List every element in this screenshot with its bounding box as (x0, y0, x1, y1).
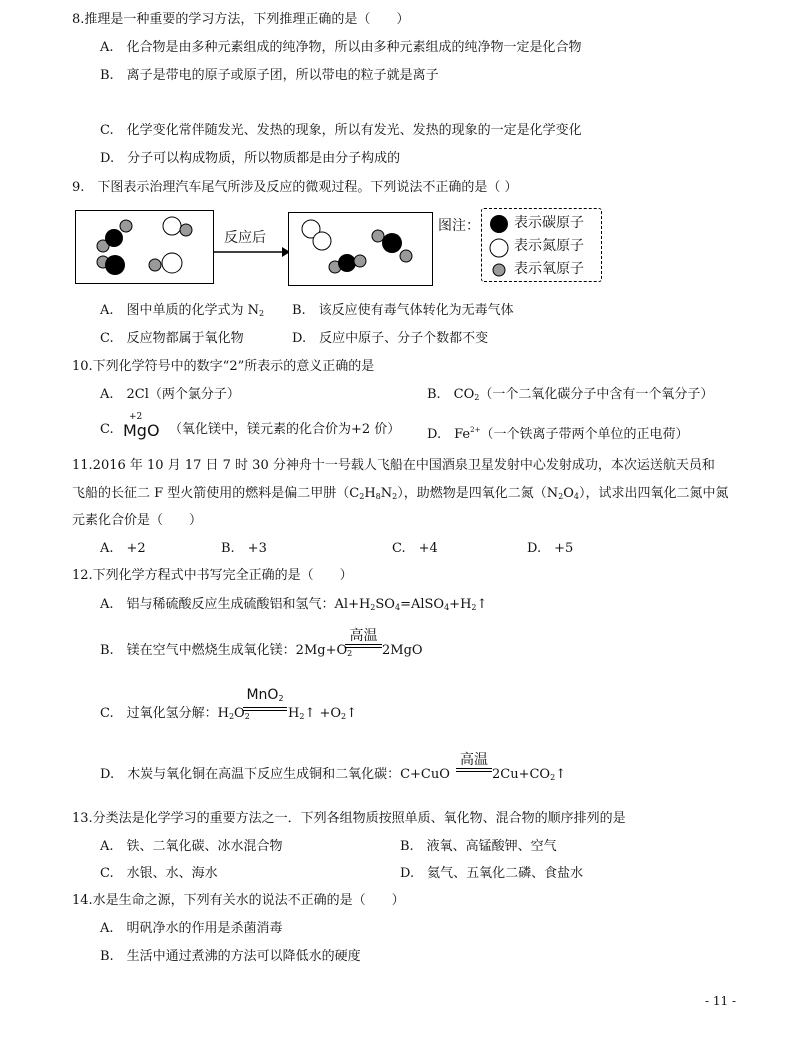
oxygen-atom (354, 255, 366, 267)
oxygen-atom (180, 224, 192, 236)
q10-stem: 10.下列化学符号中的数字“2”所表示的意义正确的是 (72, 359, 375, 374)
reaction-arrow-label: 反应后 (224, 230, 266, 246)
carbon-atom (382, 233, 402, 253)
legend-symbols (488, 212, 510, 278)
q14-stem: 14.水是生命之源，下列有关水的说法不正确的是（ ） (72, 893, 405, 908)
products-box (288, 212, 433, 286)
nitrogen-atom (163, 217, 181, 235)
q12-b-double-line (345, 644, 382, 648)
products-diagram (289, 213, 432, 285)
q9-option-b: B. 该反应使有毒气体转化为无毒气体 (292, 303, 514, 318)
carbon-atom (105, 229, 123, 247)
q14-option-b: B. 生活中通过煮沸的方法可以降低水的硬度 (100, 949, 361, 964)
carbon-atom (105, 255, 125, 275)
q11-option-d: D. +5 (527, 541, 574, 556)
q13-option-c: C. 水银、水、海水 (100, 866, 218, 881)
q13-option-b: B. 液氧、高锰酸钾、空气 (400, 839, 557, 854)
q10-mgo-formula: MgO (123, 421, 160, 440)
q12-option-c: C. 过氧化氢分解：$H_2O_2$ (100, 706, 250, 721)
oxygen-atom (372, 230, 384, 242)
q12-d-product: $2Cu+CO_2↑$ (492, 767, 567, 782)
q9-option-d: D. 反应中原子、分子个数都不变 (292, 331, 489, 346)
q12-c-double-line (243, 707, 287, 711)
q9-option-c: C. 反应物都属于氧化物 (100, 331, 244, 346)
q12-b-product: 2MgO (382, 643, 423, 658)
oxygen-atom (400, 250, 412, 262)
legend-title: 图注： (438, 218, 480, 234)
q12-d-condition-text: 高温 (460, 752, 488, 768)
reaction-arrow (214, 246, 290, 258)
oxygen-legend-symbol (493, 264, 505, 276)
q12-d-double-line (456, 768, 492, 772)
q10-option-a: A. 2Cl（两个氯分子） (100, 387, 240, 402)
q11-option-c: C. +4 (392, 541, 438, 556)
legend-carbon: 表示碳原子 (514, 215, 584, 231)
q11-line3: 元素化合价是（ ） (72, 513, 203, 528)
q12-d-condition (456, 749, 492, 769)
legend-nitrogen: 表示氮原子 (514, 238, 584, 254)
q11-option-a: A. +2 (100, 541, 146, 556)
q13-option-a: A. 铁、二氧化碳、冰水混合物 (100, 839, 283, 854)
q8-stem: 8.推理是一种重要的学习方法，下列推理正确的是（ ） (72, 12, 410, 27)
oxygen-atom (149, 259, 161, 271)
q10-option-c-label: C. (100, 422, 114, 437)
q12-b-condition (345, 625, 382, 645)
q14-option-a: A. 明矾净水的作用是杀菌消毒 (100, 921, 283, 936)
q12-b-condition-text: 高温 (349, 628, 378, 644)
q10-option-c-text: （氧化镁中，镁元素的化合价为+2 价） (169, 422, 401, 437)
q8-option-d: D. 分子可以构成物质，所以物质都是由分子构成的 (100, 151, 401, 166)
nitrogen-atom (162, 253, 182, 273)
q12-c-product: $H_2↑$ $+O_2↑$ (288, 706, 358, 721)
q13-option-d: D. 氦气、五氧化二磷、食盐水 (400, 866, 584, 881)
q12-stem: 12.下列化学方程式中书写完全正确的是（ ） (72, 568, 353, 583)
q11-line2: 飞船的长征二 F 型火箭使用的燃料是偏二甲肼$(C_2H_8N_2)$，助燃物是四氧化二氮$(N_2O_4)$，试求出四氧化二氮中氮 (72, 486, 729, 501)
q10-option-d: D. $Fe^{2+}$（一个铁离子带两个单位的正电荷） (427, 426, 689, 442)
q12-c-condition: MnO$_2$ (243, 687, 287, 703)
q8-option-c: C. 化学变化常伴随发光、发热的现象，所以有发光、发热的现象的一定是化学变化 (100, 123, 582, 138)
q11-option-b: B. +3 (221, 541, 267, 556)
q12-option-d: D. 木炭与氧化铜在高温下反应生成铜和二氧化碳：C+CuO (100, 767, 450, 782)
q9-option-a: A. 图中单质的化学式为 $N_2$ (100, 303, 265, 318)
q10-option-b: B. $CO_2$（一个二氧化碳分子中含有一个氧分子） (427, 387, 714, 402)
q9-stem: 9. 下图表示治理汽车尾气所涉及反应的微观过程。下列说法不正确的是（ ） (72, 180, 518, 195)
q12-option-a: A. 铝与稀硫酸反应生成硫酸铝和氢气：$Al+H_2SO_4=AlSO_4+H_2↑$ (100, 597, 488, 612)
q12-option-b: B. 镁在空气中燃烧生成氧化镁：$2Mg+O_2$ (100, 643, 353, 658)
q8-option-a: A. 化合物是由多种元素组成的纯净物，所以由多种元素组成的纯净物一定是化合物 (100, 40, 582, 55)
atom-legend (481, 208, 602, 282)
carbon-atom (338, 254, 356, 272)
q10-valence-mark: +2 (129, 412, 143, 422)
reactants-box (75, 210, 214, 284)
legend-oxygen: 表示氧原子 (514, 261, 584, 277)
nitrogen-atom (313, 232, 331, 250)
page-number: - 11 - (704, 994, 736, 1008)
q8-option-b: B. 离子是带电的原子或原子团，所以带电的粒子就是离子 (100, 68, 439, 83)
q11-line1: 11.2016 年 10 月 17 日 7 时 30 分神舟十一号载人飞船在中国酒泉卫星发射中心发射成功，本次运送航天员和 (72, 458, 715, 473)
oxygen-atom (120, 220, 132, 232)
nitrogen-legend-symbol (490, 239, 508, 257)
carbon-legend-symbol (490, 215, 508, 233)
reactants-diagram (76, 211, 213, 283)
q13-stem: 13.分类法是化学学习的重要方法之一．下列各组物质按照单质、氧化物、混合物的顺序排列的是 (72, 811, 626, 826)
